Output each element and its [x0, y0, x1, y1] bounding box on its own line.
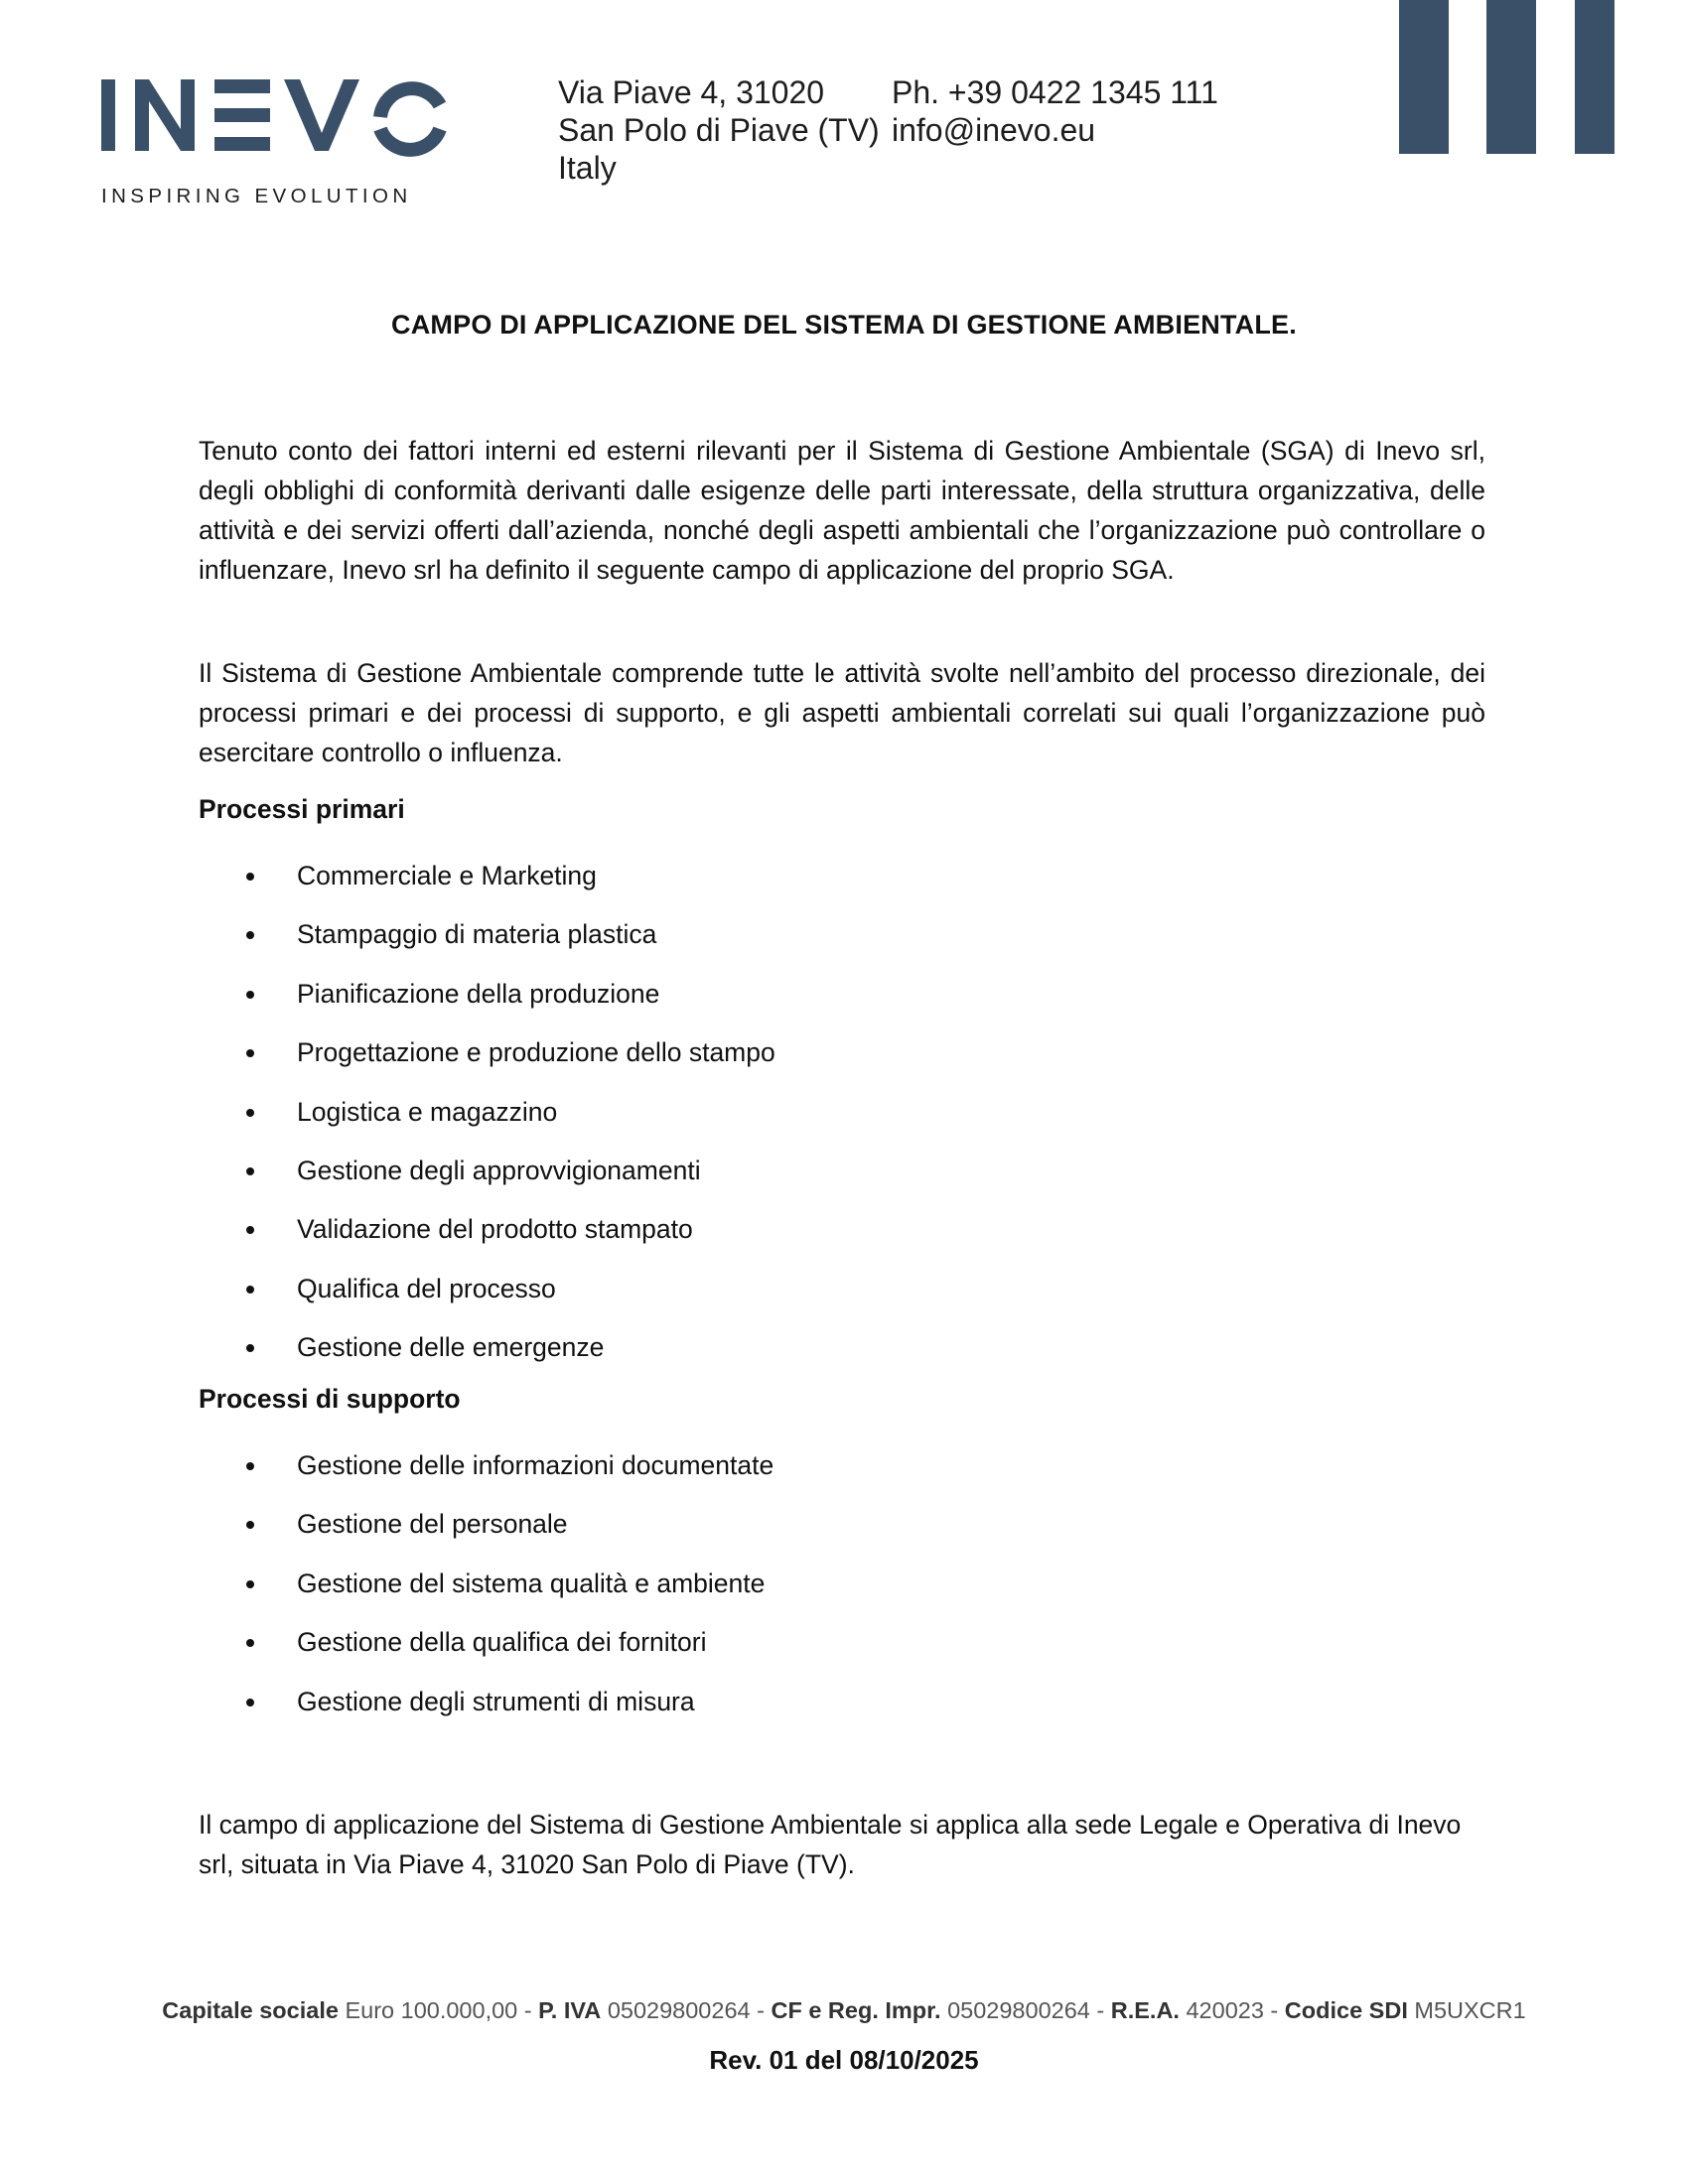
- list-item: [199, 1445, 774, 1504]
- bullet-icon: [246, 1049, 254, 1057]
- intro-paragraph: [199, 431, 1485, 590]
- company-address: [558, 73, 880, 187]
- footer-separator: -: [1089, 1997, 1111, 2023]
- list-item-label: Gestione degli strumenti di misura: [297, 1686, 695, 1716]
- phone-number: Ph. +39 0422 1345 111: [892, 74, 1218, 110]
- list-item-label: Gestione del sistema qualità e ambiente: [297, 1568, 766, 1598]
- primary-processes-heading: Processi primari: [199, 794, 405, 824]
- list-item-label: Commerciale e Marketing: [297, 861, 597, 890]
- list-item-label: Gestione delle emergenze: [297, 1332, 605, 1363]
- piva-label: P. IVA: [538, 1997, 602, 2023]
- list-item: [199, 1504, 774, 1563]
- cf-label: CF e Reg. Impr.: [771, 1997, 941, 2023]
- company-contacts: [892, 73, 1218, 149]
- list-item-label: Gestione delle informazioni documentate: [297, 1450, 774, 1480]
- sdi-value: M5UXCR1: [1414, 1997, 1526, 2023]
- paragraph-text: Tenuto conto dei fattori interni ed esterni rilevanti per il Sistema di Gestione Ambientale (SGA) di Inevo srl, degli obblighi di conformità derivanti dalle esigenze delle parti interessate, della struttura organizzativa, delle attività e dei servizi offerti dall’azienda, nonché degli aspetti ambientali che l’organizzazione può controllare o influenzare, Inevo srl ha definito il seguente campo di applicazione del proprio SGA.: [199, 436, 1485, 585]
- list-item-label: Qualifica del processo: [297, 1273, 556, 1303]
- list-item: [199, 1032, 775, 1091]
- bullet-icon: [246, 991, 254, 999]
- bullet-icon: [246, 1580, 254, 1588]
- email-address: info@inevo.eu: [892, 112, 1096, 148]
- list-item-label: Gestione della qualifica dei fornitori: [297, 1627, 707, 1658]
- bullet-icon: [246, 873, 254, 881]
- company-logo: [99, 77, 447, 206]
- bullet-icon: [246, 1226, 254, 1234]
- list-item: [199, 1327, 775, 1386]
- bullet-icon: [246, 1699, 254, 1706]
- document-revision: Rev. 01 del 08/10/2025: [709, 2045, 979, 2075]
- rea-value: 420023: [1186, 1997, 1264, 2023]
- cf-value: 05029800264: [947, 1997, 1090, 2023]
- bullet-icon: [246, 1109, 254, 1117]
- bullet-icon: [246, 1462, 254, 1470]
- list-item: [199, 1564, 774, 1622]
- scope-paragraph: [199, 653, 1485, 772]
- list-item-label: Pianificazione della produzione: [297, 978, 660, 1009]
- list-item-label: Stampaggio di materia plastica: [297, 919, 657, 950]
- list-item: [199, 974, 775, 1032]
- decorative-bar: [1575, 0, 1615, 154]
- company-legal-footer: [0, 1997, 1688, 2024]
- sdi-label: Codice SDI: [1284, 1997, 1408, 2023]
- primary-processes-list: [199, 856, 775, 1387]
- closing-paragraph: [199, 1805, 1485, 1884]
- footer-separator: -: [1263, 1997, 1285, 2023]
- address-line: Italy: [558, 150, 617, 186]
- list-item: [199, 1269, 775, 1327]
- bullet-icon: [246, 1344, 254, 1352]
- list-item: [199, 856, 775, 914]
- address-line: San Polo di Piave (TV): [558, 112, 880, 148]
- rea-label: R.E.A.: [1110, 1997, 1180, 2023]
- list-item-label: Validazione del prodotto stampato: [297, 1214, 693, 1245]
- document-title: CAMPO DI APPLICAZIONE DEL SISTEMA DI GESTIONE AMBIENTALE.: [391, 310, 1297, 340]
- list-item-label: Gestione degli approvvigionamenti: [297, 1155, 701, 1185]
- list-item: [199, 1092, 775, 1151]
- decorative-bar: [1486, 0, 1536, 154]
- address-line: Via Piave 4, 31020: [558, 74, 825, 110]
- support-processes-list: [199, 1445, 774, 1740]
- inevo-logo-graphic: [99, 77, 447, 206]
- piva-value: 05029800264: [607, 1997, 751, 2023]
- bullet-icon: [246, 1286, 254, 1294]
- footer-separator: -: [517, 1997, 539, 2023]
- list-item: [199, 1622, 774, 1681]
- list-item: [199, 1209, 775, 1268]
- bullet-icon: [246, 931, 254, 939]
- bullet-icon: [246, 1639, 254, 1647]
- decorative-bar: [1399, 0, 1449, 154]
- bullet-icon: [246, 1521, 254, 1529]
- capitale-label: Capitale sociale: [162, 1997, 339, 2023]
- list-item: [199, 1682, 774, 1740]
- paragraph-text: Il Sistema di Gestione Ambientale comprende tutte le attività svolte nell’ambito del processo direzionale, dei processi primari e dei processi di supporto, e gli aspetti ambientali correlati sui quali l’organizzazione può esercitare controllo o influenza.: [199, 658, 1485, 767]
- capitale-value: Euro 100.000,00: [345, 1997, 518, 2023]
- bullet-icon: [246, 1167, 254, 1175]
- list-item: [199, 1151, 775, 1209]
- list-item: [199, 914, 775, 973]
- paragraph-text: Il campo di applicazione del Sistema di Gestione Ambientale si applica alla sede Legale e Operativa di Inevo srl, situata in Via Piave 4, 31020 San Polo di Piave (TV).: [199, 1810, 1462, 1879]
- footer-separator: -: [750, 1997, 772, 2023]
- support-processes-heading: Processi di supporto: [199, 1384, 461, 1414]
- list-item-label: Progettazione e produzione dello stampo: [297, 1037, 775, 1068]
- logo-tagline: INSPIRING EVOLUTION: [101, 185, 412, 206]
- list-item-label: Logistica e magazzino: [297, 1096, 558, 1127]
- list-item-label: Gestione del personale: [297, 1509, 568, 1540]
